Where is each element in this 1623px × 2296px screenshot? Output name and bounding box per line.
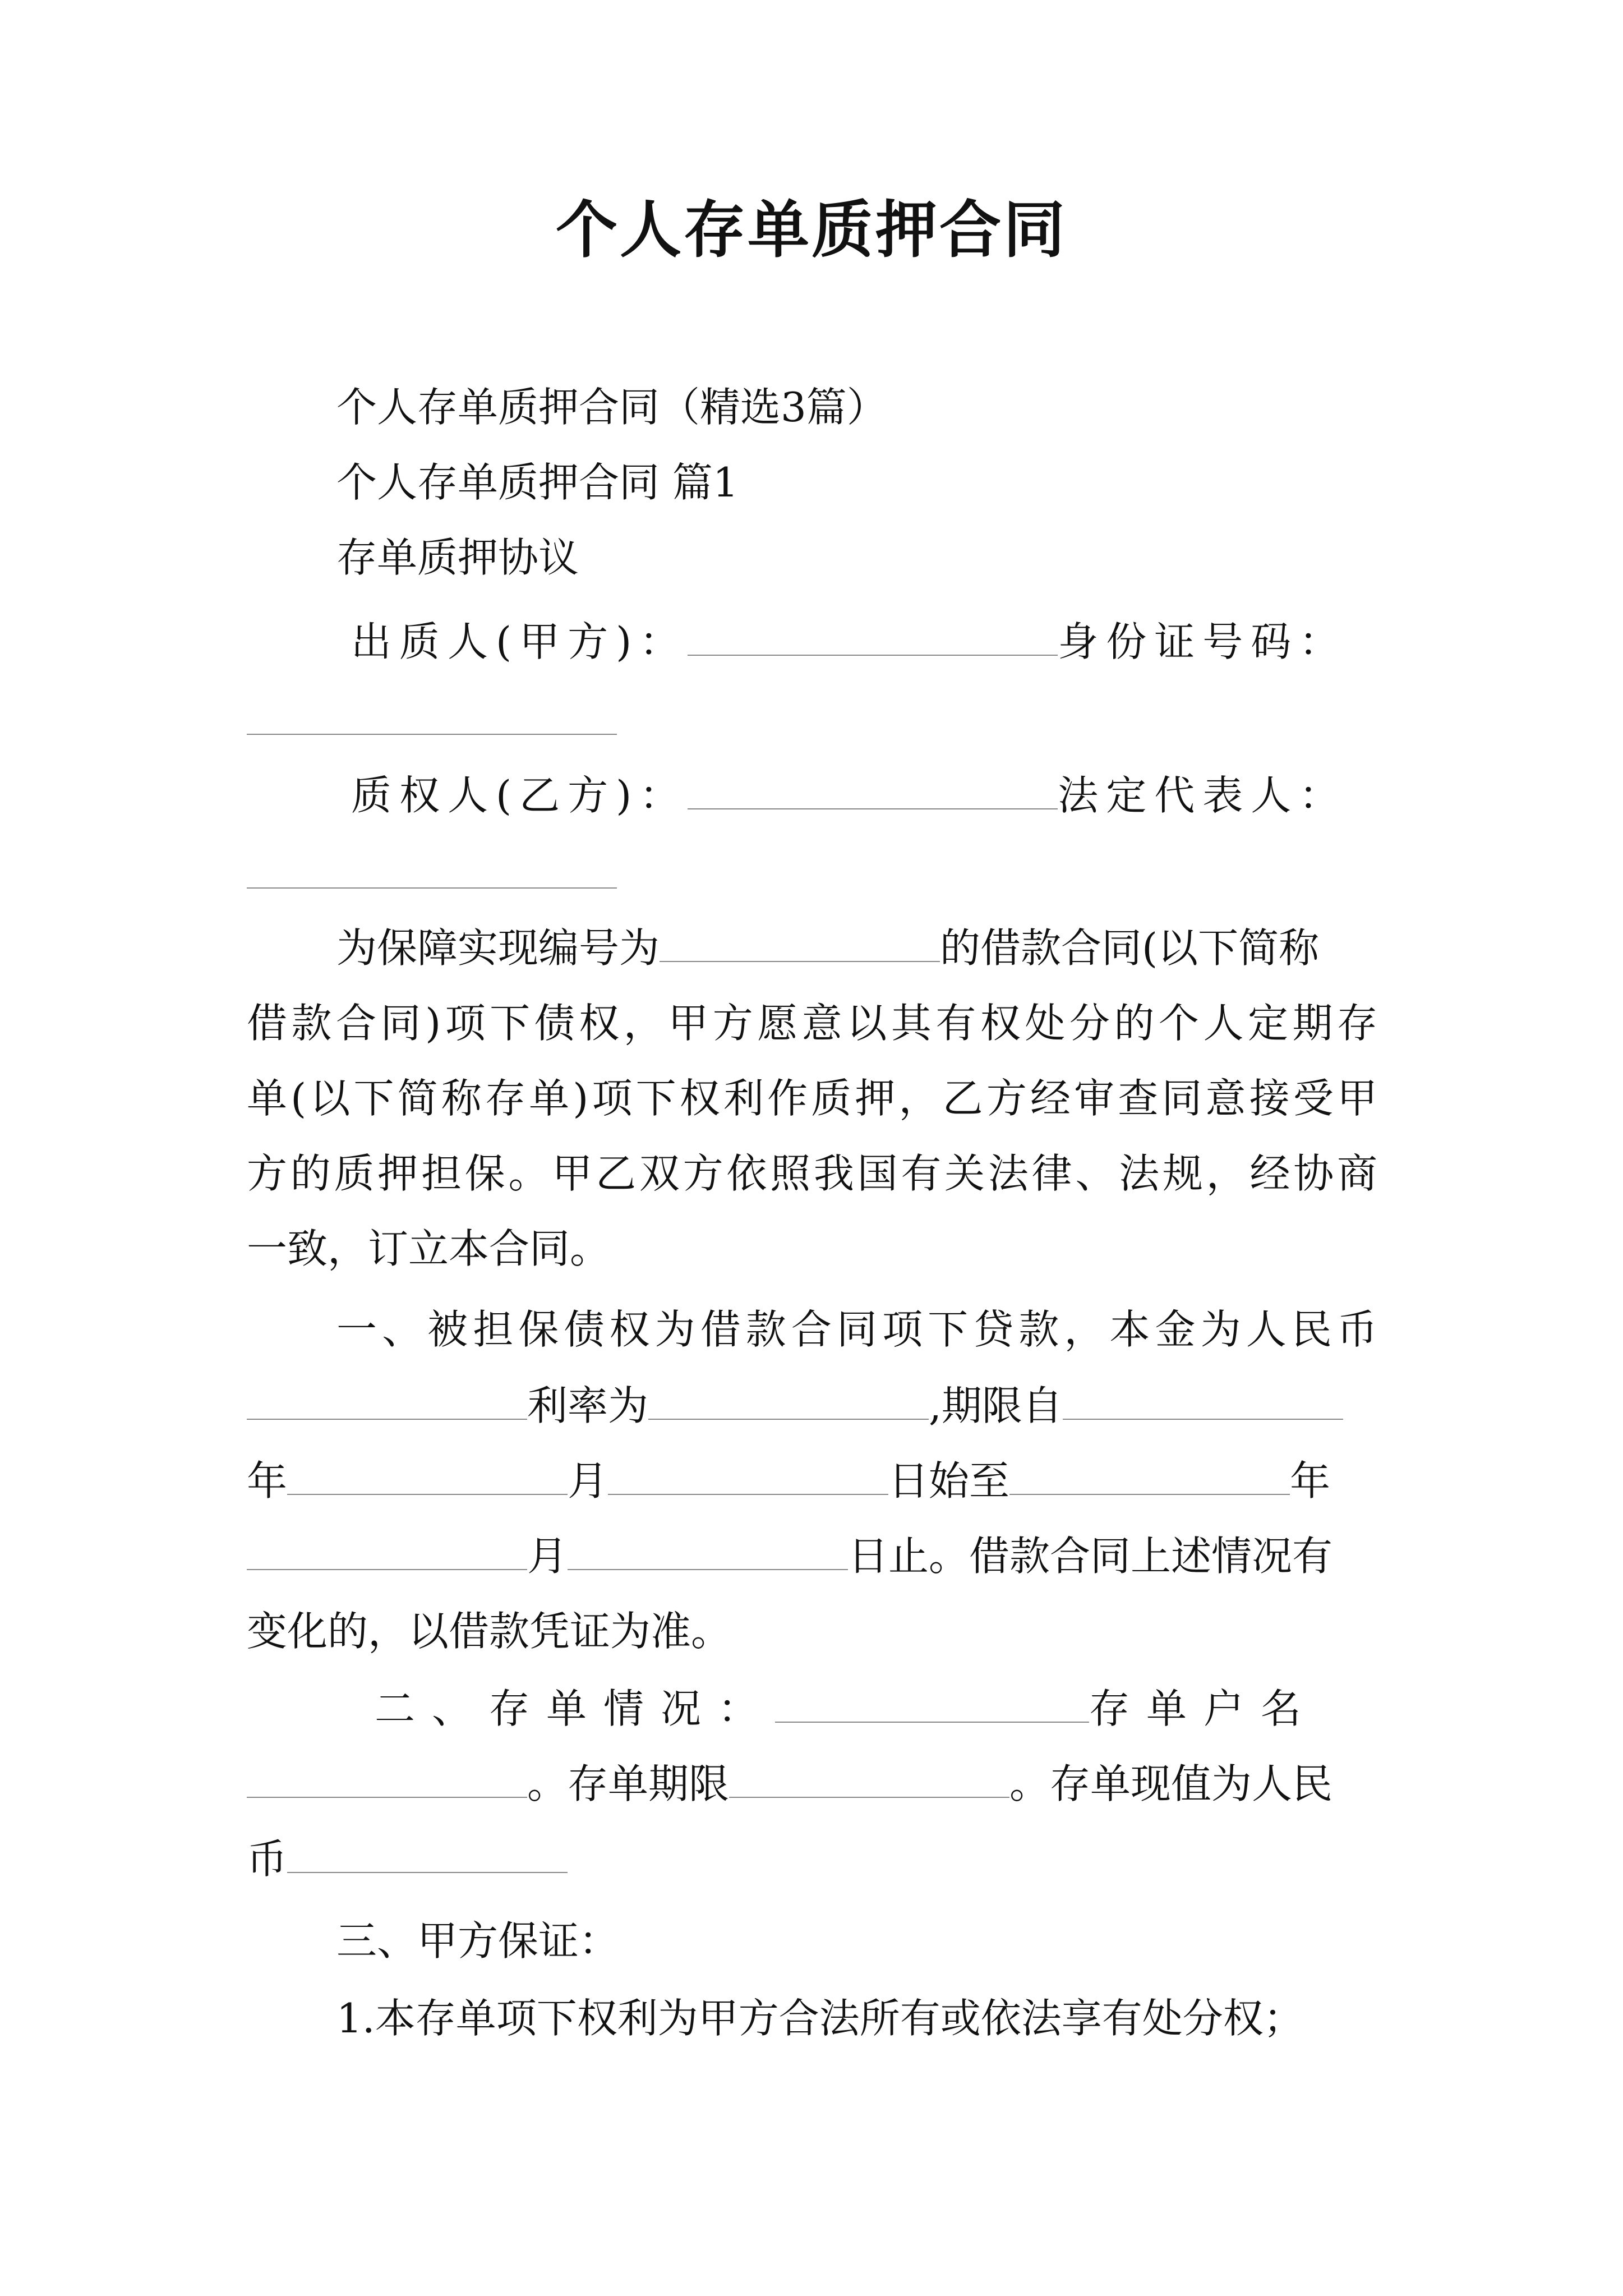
year-label: 年: [247, 1457, 288, 1504]
rate-blank: [648, 1379, 929, 1420]
pledgee-blank: [688, 769, 1058, 809]
day-to-label: 日止。借款合同上述情况有: [848, 1533, 1333, 1580]
rep-blank: [247, 843, 617, 889]
subtitle: 个人存单质押合同（精选3篇）: [336, 384, 887, 431]
deposit-status-blank: [775, 1682, 1089, 1723]
pledgee-label: 质权人(乙方)：: [351, 772, 688, 819]
section2-line2: [247, 1756, 1377, 1812]
month-to-blank: [247, 1530, 527, 1570]
month-to-label: 月: [527, 1533, 568, 1580]
para1-line3: 单(以下简称存单)项下权利作质押，乙方经审查同意接受甲: [247, 1075, 1377, 1122]
month-from-blank: [287, 1455, 568, 1495]
para1-text-b: 的借款合同(以下简称: [940, 924, 1320, 972]
rate-label: 利率为: [527, 1382, 649, 1429]
pledgee-line: [351, 767, 1377, 823]
term-label: ,期限自: [929, 1382, 1063, 1429]
section1-line3: [247, 1453, 1377, 1509]
section1-line2: [247, 1378, 1377, 1434]
section2-line1: [375, 1681, 1377, 1737]
account-name-label: 存单户名: [1089, 1685, 1318, 1732]
document-title: 个人存单质押合同: [556, 194, 1067, 266]
day-from-blank: [608, 1455, 888, 1495]
year-to-blank: [1009, 1455, 1290, 1495]
deposit-status-label: 二、存单情况：: [375, 1685, 776, 1732]
section3-heading: 三、甲方保证：: [336, 1917, 620, 1964]
deposit-value-blank: [287, 1833, 568, 1873]
account-name-blank: [247, 1757, 527, 1798]
section1-line1: 一、被担保债权为借款合同项下贷款，本金为人民币: [336, 1306, 1377, 1353]
para1-text-a: 为保障实现编号为: [336, 924, 660, 972]
para1-line1: [336, 920, 1377, 976]
year-to-label: 年: [1290, 1457, 1331, 1504]
deposit-term-blank: [729, 1757, 1009, 1798]
part-heading: 个人存单质押合同 篇1: [336, 459, 739, 506]
id-label: 身份证号码：: [1058, 618, 1348, 665]
pledgor-label: 出质人(甲方)：: [351, 618, 688, 665]
id-number-line: [247, 689, 1377, 749]
section1-line4: [247, 1528, 1377, 1584]
month-label: 月: [568, 1457, 608, 1504]
para1-line2: 借款合同)项下债权，甲方愿意以其有权处分的个人定期存: [247, 1000, 1377, 1047]
currency-label: 币: [247, 1835, 288, 1883]
deposit-term-label: 。存单期限: [527, 1760, 730, 1807]
contract-number-blank: [660, 922, 940, 962]
section2-line3: [247, 1831, 1377, 1887]
deposit-value-label: 。存单现值为人民: [1009, 1760, 1333, 1807]
rep-label: 法定代表人：: [1058, 772, 1348, 819]
day-from-label: 日始至: [888, 1457, 1010, 1504]
agreement-title: 存单质押协议: [336, 534, 579, 581]
day-to-blank: [568, 1530, 848, 1570]
para1-line4: 方的质押担保。甲乙双方依照我国有关法律、法规，经协商: [247, 1150, 1377, 1197]
id-number-blank: [247, 689, 617, 735]
para1-line5: 一致，订立本合同。: [247, 1225, 611, 1272]
principal-blank: [247, 1379, 527, 1420]
pledgor-line: [351, 614, 1377, 670]
section1-line5: 变化的，以借款凭证为准。: [247, 1608, 732, 1655]
section3-item1: 1.本存单项下权利为甲方合法所有或依法享有处分权；: [336, 1995, 1304, 2042]
pledgor-blank: [688, 615, 1058, 656]
rep-line: [247, 843, 1377, 903]
term-blank: [1063, 1379, 1343, 1420]
